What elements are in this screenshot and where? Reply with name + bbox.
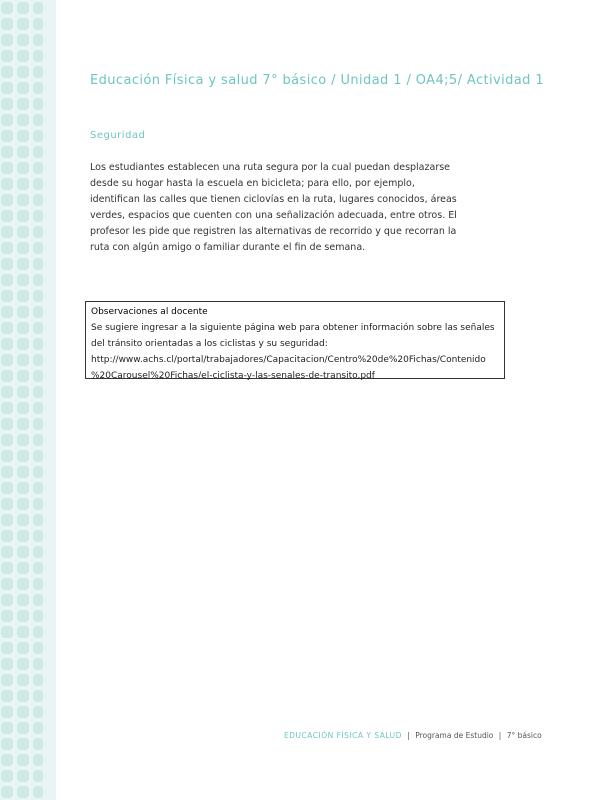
strip-tile [33,386,43,398]
description-line: ruta con algún amigo o familiar durante el fin de semana. [90,242,366,253]
strip-tile [17,146,29,158]
strip-tile [17,130,29,142]
strip-tile [1,322,13,334]
strip-tile [17,530,29,542]
strip-tile [1,2,13,14]
strip-tile [33,626,43,638]
strip-tile [17,354,29,366]
strip-tile [1,658,13,670]
strip-tile [17,466,29,478]
strip-tile [1,690,13,702]
strip-tile [33,306,43,318]
strip-tile [17,578,29,590]
strip-tile [17,194,29,206]
strip-tile [1,18,13,30]
footer-separator: | [498,731,502,740]
strip-tile [17,114,29,126]
strip-tile [33,706,43,718]
strip-tile [17,594,29,606]
strip-tile [33,402,43,414]
strip-tile [33,738,43,750]
strip-tile [1,594,13,606]
decorative-side-strip [0,0,56,800]
strip-tile [33,2,43,14]
page-title: Educación Física y salud 7° básico / Unidad 1 / OA4;5/ Actividad 1 [90,73,544,88]
side-strip-pattern [0,0,56,800]
strip-tile [17,786,29,798]
strip-tile [1,450,13,462]
strip-tile [17,690,29,702]
strip-tile [1,194,13,206]
strip-tile [17,34,29,46]
description-line: identifican las calles que tienen ciclovías en la ruta, lugares conocidos, áreas [90,194,457,205]
strip-tile [33,146,43,158]
strip-tile [17,338,29,350]
strip-tile [1,754,13,766]
strip-tile [33,610,43,622]
strip-tile [17,242,29,254]
observations-link-continued[interactable]: %20Carousel%20Fichas/el-ciclista-y-las-senales-de-transito.pdf [91,371,375,381]
description-line: profesor les pide que registren las alternativas de recorrido y que recorran la [90,226,457,237]
strip-tile [17,450,29,462]
strip-tile [1,578,13,590]
observations-line: Se sugiere ingresar a la siguiente página web para obtener información sobre las señales [91,323,495,333]
strip-tile [17,18,29,30]
strip-tile [17,626,29,638]
strip-tile [1,770,13,782]
strip-tile [17,722,29,734]
strip-tile [33,162,43,174]
description-line: verdes, espacios que cuenten con una señalización adecuada, entre otros. El [90,210,457,221]
strip-tile [33,114,43,126]
footer-program: Programa de Estudio [415,731,494,740]
strip-tile [1,626,13,638]
strip-tile [17,50,29,62]
strip-tile [1,114,13,126]
strip-tile [33,546,43,558]
strip-tile [1,34,13,46]
activity-description [90,160,457,256]
strip-tile [33,178,43,190]
strip-tile [33,578,43,590]
strip-tile [33,594,43,606]
strip-tile [33,354,43,366]
strip-tile [17,434,29,446]
strip-tile [1,706,13,718]
footer-grade: 7° básico [506,731,542,740]
footer-brand: EDUCACIÓN FÍSICA Y SALUD [284,731,402,740]
strip-tile [1,738,13,750]
description-line: Los estudiantes establecen una ruta segura por la cual puedan desplazarse [90,162,451,173]
strip-tile [17,642,29,654]
strip-tile [33,66,43,78]
strip-tile [33,98,43,110]
description-line: desde su hogar hasta la escuela en bicicleta; para ello, por ejemplo, [90,178,415,189]
strip-tile [33,18,43,30]
strip-tile [1,514,13,526]
strip-tile [33,434,43,446]
strip-tile [33,658,43,670]
strip-tile [1,482,13,494]
strip-tile [17,562,29,574]
strip-tile [17,738,29,750]
strip-tile [17,162,29,174]
strip-tile [33,290,43,302]
strip-tile [33,82,43,94]
strip-tile [17,402,29,414]
footer-separator: | [407,731,410,740]
strip-tile [33,418,43,430]
strip-tile [17,386,29,398]
strip-tile [1,642,13,654]
strip-tile [1,82,13,94]
strip-tile [1,418,13,430]
strip-tile [17,370,29,382]
strip-tile [1,130,13,142]
strip-tile [1,274,13,286]
strip-tile [1,258,13,270]
strip-tile [33,130,43,142]
observations-line: del tránsito orientadas a los ciclistas y su seguridad: [91,339,328,349]
strip-tile [1,498,13,510]
strip-tile [1,434,13,446]
strip-tile [33,274,43,286]
strip-tile [17,546,29,558]
strip-tile [33,450,43,462]
strip-tile [1,610,13,622]
strip-tile [1,210,13,222]
strip-tile [33,754,43,766]
strip-tile [1,178,13,190]
strip-tile [33,786,43,798]
strip-tile [17,514,29,526]
strip-tile [33,530,43,542]
strip-tile [33,722,43,734]
strip-tile [1,466,13,478]
observations-link[interactable]: http://www.achs.cl/portal/trabajadores/Capacitacion/Centro%20de%20Fichas/Contenido [91,355,486,365]
strip-tile [1,338,13,350]
strip-tile [17,658,29,670]
strip-tile [17,2,29,14]
strip-tile [33,642,43,654]
strip-tile [1,402,13,414]
strip-tile [1,290,13,302]
teacher-observations-box [85,301,505,379]
strip-tile [33,514,43,526]
strip-tile [1,146,13,158]
strip-tile [33,242,43,254]
page-footer [284,731,542,740]
strip-tile [1,242,13,254]
strip-tile [33,498,43,510]
strip-tile [17,258,29,270]
strip-tile [1,162,13,174]
strip-tile [1,354,13,366]
strip-tile [1,722,13,734]
strip-tile [17,418,29,430]
strip-tile [17,498,29,510]
strip-tile [1,786,13,798]
strip-tile [1,66,13,78]
strip-tile [33,690,43,702]
strip-tile [17,210,29,222]
strip-tile [33,338,43,350]
strip-tile [1,530,13,542]
strip-tile [1,674,13,686]
strip-tile [1,226,13,238]
strip-tile [33,482,43,494]
strip-tile [17,306,29,318]
section-label: Seguridad [90,130,146,141]
strip-tile [1,386,13,398]
strip-tile [33,210,43,222]
strip-tile [17,754,29,766]
strip-tile [1,546,13,558]
strip-tile [17,322,29,334]
strip-tile [17,82,29,94]
strip-tile [33,370,43,382]
strip-tile [33,50,43,62]
strip-tile [33,562,43,574]
observations-title: Observaciones al docente [91,307,208,317]
strip-tile [17,178,29,190]
strip-tile [33,194,43,206]
strip-tile [33,322,43,334]
strip-tile [33,34,43,46]
strip-tile [17,66,29,78]
strip-tile [17,274,29,286]
strip-tile [17,770,29,782]
strip-tile [1,98,13,110]
strip-tile [33,674,43,686]
strip-tile [17,610,29,622]
strip-tile [17,482,29,494]
strip-tile [17,706,29,718]
strip-tile [17,226,29,238]
strip-tile [1,562,13,574]
strip-tile [1,370,13,382]
strip-tile [17,98,29,110]
strip-tile [17,290,29,302]
strip-tile [17,674,29,686]
strip-tile [33,466,43,478]
strip-tile [1,50,13,62]
strip-tile [33,226,43,238]
strip-tile [33,258,43,270]
strip-tile [1,306,13,318]
strip-tile [33,770,43,782]
